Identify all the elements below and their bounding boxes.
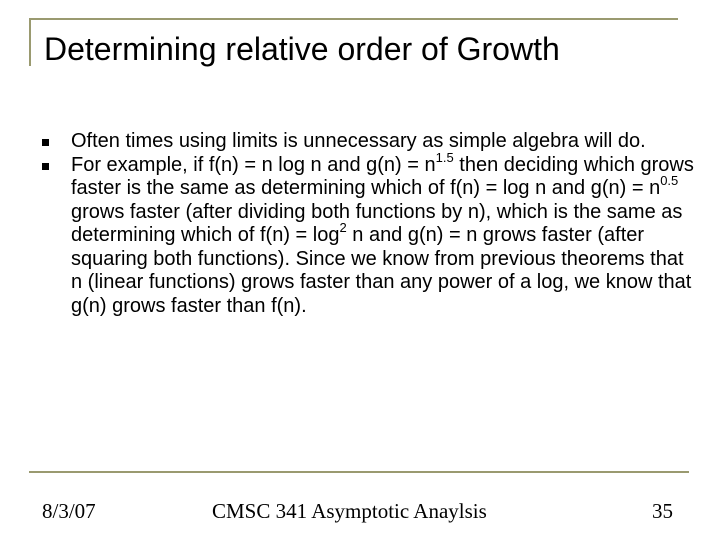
bullet-item-limits — [40, 130, 700, 154]
bullet-text-part: n and g(n) = n grows faster (after squaring both functions). Since we know from previous theorems that n (linear functions) grows faster than any power of a log, we know that g(n) grows faster than f(n). — [71, 224, 692, 317]
bullet-text-part: For example, if f(n) = n log n and g(n) = n — [71, 153, 436, 176]
footer-course-title: CMSC 341 Asymptotic Anaylsis — [212, 499, 487, 523]
exponent: 1.5 — [435, 149, 454, 165]
title-frame-left-rule — [29, 18, 31, 66]
title-frame-top-rule — [29, 18, 678, 20]
bullet-list — [40, 130, 700, 318]
exponent: 2 — [339, 220, 347, 236]
square-bullet-icon — [42, 139, 49, 146]
square-bullet-icon — [42, 163, 49, 170]
bullet-text: Often times using limits is unnecessary as simple algebra will do. — [71, 130, 646, 152]
bullet-item-example — [40, 149, 700, 319]
bullet-text-part: then deciding which grows faster is the same as determining which of f(n) = log n and g(n) = n — [71, 153, 694, 199]
footer-date: 8/3/07 — [42, 499, 96, 523]
exponent: 0.5 — [660, 173, 679, 189]
bullet-text-part: grows faster (after dividing both functions by n), which is the same as determining which of f(n) = log — [71, 200, 683, 246]
slide-title: Determining relative order of Growth — [44, 31, 560, 67]
page-number: 35 — [652, 499, 673, 523]
footer-rule — [29, 471, 689, 473]
